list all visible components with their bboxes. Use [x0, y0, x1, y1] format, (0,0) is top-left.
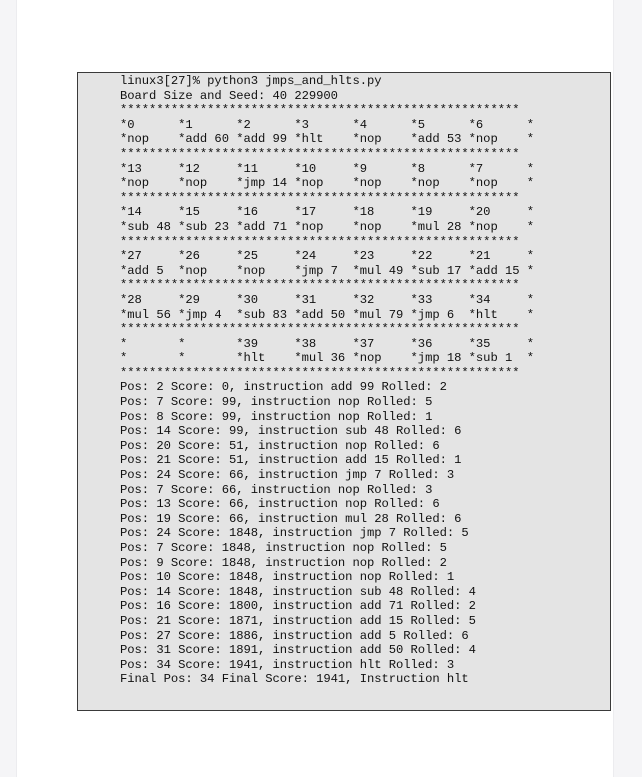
move-log-line: Pos: 7 Score: 99, instruction nop Rolled: 5: [120, 395, 433, 410]
move-log-line: Pos: 31 Score: 1891, instruction add 50 Rolled: 4: [120, 643, 476, 658]
board-border-row: *******************************************************: [120, 234, 520, 249]
terminal-output-block: [77, 72, 611, 711]
move-log-line: Pos: 14 Score: 1848, instruction sub 48 Rolled: 4: [120, 584, 476, 599]
final-result-line: Final Pos: 34 Final Score: 1941, Instruction hlt: [120, 672, 469, 687]
board-instruction-row: * * *hlt *mul 36 *nop *jmp 18 *sub 1 *: [120, 351, 535, 366]
move-log-line: Pos: 14 Score: 99, instruction sub 48 Rolled: 6: [120, 424, 462, 439]
move-log-line: Pos: 24 Score: 1848, instruction jmp 7 Rolled: 5: [120, 526, 469, 541]
move-log-line: Pos: 10 Score: 1848, instruction nop Rolled: 1: [120, 570, 455, 585]
shell-command-line: linux3[27]% python3 jmps_and_hlts.py: [120, 74, 382, 88]
board-index-row: *0 *1 *2 *3 *4 *5 *6 *: [120, 117, 535, 132]
move-log-line: Pos: 7 Score: 66, instruction nop Rolled: 3: [120, 482, 433, 497]
move-log-line: Pos: 13 Score: 66, instruction nop Rolled: 6: [120, 497, 440, 512]
move-log-line: Pos: 9 Score: 1848, instruction nop Rolled: 2: [120, 555, 447, 570]
move-log-line: Pos: 8 Score: 99, instruction nop Rolled: 1: [120, 409, 433, 424]
move-log-line: Pos: 19 Score: 66, instruction mul 28 Rolled: 6: [120, 511, 462, 526]
board-border-row: *******************************************************: [120, 103, 520, 118]
move-log-line: Pos: 34 Score: 1941, instruction hlt Rolled: 3: [120, 657, 455, 672]
document-page: [16, 0, 614, 777]
board-border-row: *******************************************************: [120, 365, 520, 380]
move-log-line: Pos: 21 Score: 51, instruction add 15 Rolled: 1: [120, 453, 462, 468]
move-log-line: Pos: 16 Score: 1800, instruction add 71 Rolled: 2: [120, 599, 476, 614]
board-size-seed-line: Board Size and Seed: 40 229900: [120, 88, 338, 103]
board-index-row: *13 *12 *11 *10 *9 *8 *7 *: [120, 161, 535, 176]
board-border-row: *******************************************************: [120, 322, 520, 337]
board-instruction-row: *mul 56 *jmp 4 *sub 83 *add 50 *mul 79 *jmp 6 *hlt *: [120, 307, 535, 322]
board-index-row: * * *39 *38 *37 *36 *35 *: [120, 336, 535, 351]
move-log-line: Pos: 27 Score: 1886, instruction add 5 Rolled: 6: [120, 628, 469, 643]
move-log-line: Pos: 2 Score: 0, instruction add 99 Rolled: 2: [120, 380, 447, 395]
board-index-row: *27 *26 *25 *24 *23 *22 *21 *: [120, 249, 535, 264]
board-instruction-row: *sub 48 *sub 23 *add 71 *nop *nop *mul 28 *nop *: [120, 219, 535, 234]
board-instruction-row: *nop *nop *jmp 14 *nop *nop *nop *nop *: [120, 176, 535, 191]
move-log-line: Pos: 24 Score: 66, instruction jmp 7 Rolled: 3: [120, 468, 455, 483]
board-border-row: *******************************************************: [120, 278, 520, 293]
move-log-line: Pos: 20 Score: 51, instruction nop Rolled: 6: [120, 438, 440, 453]
board-index-row: *14 *15 *16 *17 *18 *19 *20 *: [120, 205, 535, 220]
board-instruction-row: *nop *add 60 *add 99 *hlt *nop *add 53 *nop *: [120, 132, 535, 147]
move-log-line: Pos: 7 Score: 1848, instruction nop Rolled: 5: [120, 541, 447, 555]
move-log-line: Pos: 21 Score: 1871, instruction add 15 Rolled: 5: [120, 613, 476, 628]
board-index-row: *28 *29 *30 *31 *32 *33 *34 *: [120, 292, 535, 307]
board-instruction-row: *add 5 *nop *nop *jmp 7 *mul 49 *sub 17 *add 15 *: [120, 263, 535, 278]
board-border-row: *******************************************************: [120, 146, 520, 161]
board-border-row: *******************************************************: [120, 190, 520, 205]
